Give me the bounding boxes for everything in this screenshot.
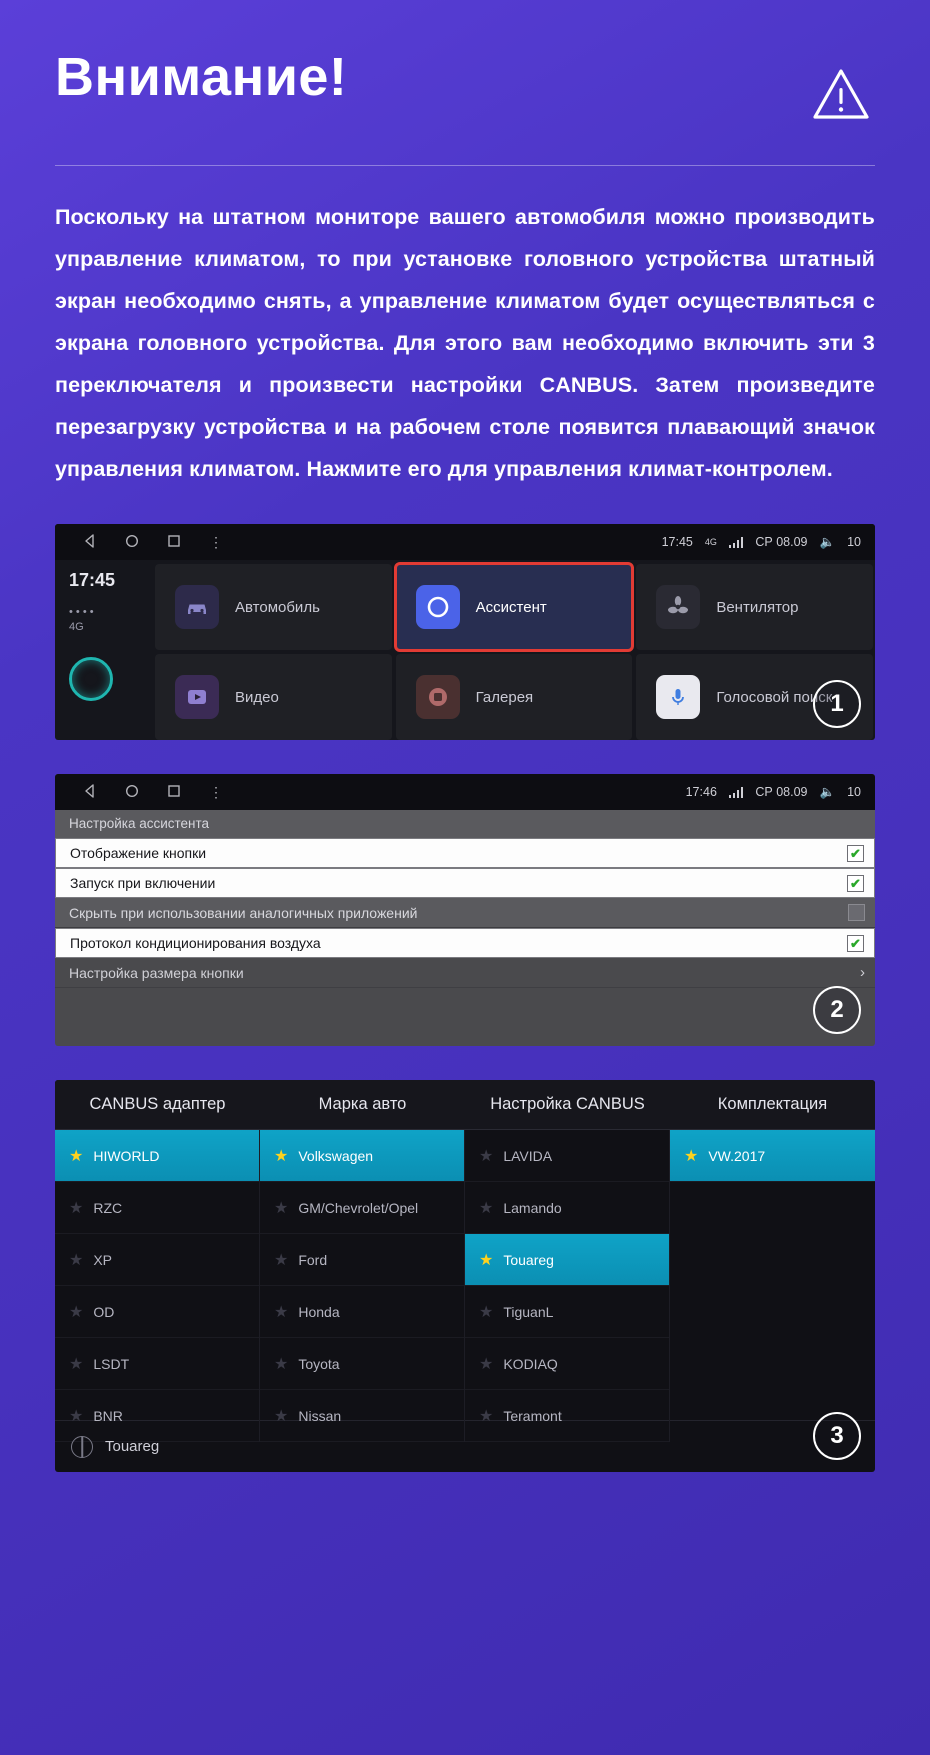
signal-bars-icon (729, 786, 744, 798)
star-icon: ★ (274, 1355, 289, 1373)
star-icon: ★ (69, 1407, 84, 1425)
volume-level: 10 (847, 535, 861, 549)
list-item[interactable] (55, 1338, 259, 1390)
canbus-column-model (465, 1130, 670, 1442)
list-item-label: Nissan (298, 1407, 342, 1424)
tile-label: Видео (235, 688, 279, 706)
list-item[interactable] (260, 1338, 464, 1390)
status-time: 17:46 (685, 785, 717, 799)
volume-icon[interactable]: 🔈 (819, 534, 836, 549)
page-title: Внимание! (55, 47, 348, 107)
star-icon: ★ (69, 1355, 84, 1373)
canbus-header-row (55, 1080, 875, 1130)
setting-label: Протокол кондиционирования воздуха (70, 935, 321, 951)
star-icon: ★ (274, 1251, 289, 1269)
list-item-label: TiguanL (503, 1303, 554, 1320)
settings-section-title: Настройка ассистента (55, 810, 875, 838)
column-header-canbus: Настройка CANBUS (490, 1095, 645, 1113)
tile-car[interactable] (155, 564, 392, 650)
canbus-column-trim (670, 1130, 875, 1442)
setting-row-launch-on-start[interactable] (55, 868, 875, 898)
back-triangle-icon[interactable] (83, 534, 97, 551)
step-badge-1: 1 (813, 680, 861, 728)
star-icon: ★ (274, 1147, 289, 1165)
checkbox-ac-protocol[interactable]: ✔ (847, 935, 864, 952)
status-date: СР 08.09 (755, 785, 808, 799)
list-item[interactable] (670, 1130, 875, 1182)
list-item[interactable] (55, 1234, 259, 1286)
settings-list (55, 838, 875, 1046)
star-icon: ★ (479, 1303, 494, 1321)
list-item[interactable] (260, 1390, 464, 1442)
list-item[interactable] (465, 1390, 669, 1442)
launcher-body (55, 560, 875, 740)
warning-triangle-icon (812, 66, 870, 129)
chevron-right-icon: › (860, 964, 865, 981)
setting-row-ac-protocol[interactable] (55, 928, 875, 958)
list-item[interactable] (260, 1286, 464, 1338)
video-play-icon (175, 675, 219, 719)
list-item[interactable] (55, 1182, 259, 1234)
star-icon: ★ (684, 1147, 699, 1165)
list-item[interactable] (260, 1182, 464, 1234)
list-item[interactable] (465, 1182, 669, 1234)
star-icon: ★ (69, 1303, 84, 1321)
recents-square-icon[interactable] (167, 534, 181, 551)
step-badge-3: 3 (813, 1412, 861, 1460)
status-time: 17:45 (661, 535, 693, 549)
list-item[interactable] (465, 1338, 669, 1390)
list-item-label: LAVIDA (503, 1147, 553, 1164)
tile-label: Ассистент (475, 598, 547, 616)
app-tile-grid (155, 560, 875, 740)
star-icon: ★ (479, 1199, 494, 1217)
launcher-clock: 17:45 (69, 570, 116, 590)
screenshot-canbus-settings (55, 1080, 875, 1472)
list-item-label: KODIAQ (503, 1355, 558, 1372)
list-item[interactable] (55, 1130, 259, 1182)
tile-video[interactable] (155, 654, 392, 740)
checkbox-show-button[interactable]: ✔ (847, 845, 864, 862)
star-icon: ★ (274, 1199, 289, 1217)
screenshot-launcher (55, 524, 875, 740)
status-bar-2 (55, 774, 875, 810)
kebab-menu-icon[interactable]: ⋮ (209, 533, 224, 550)
star-icon: ★ (479, 1407, 494, 1425)
list-item-label: Volkswagen (298, 1147, 374, 1164)
setting-label: Отображение кнопки (70, 845, 207, 861)
signal-bars-icon (729, 536, 744, 548)
star-icon: ★ (69, 1199, 84, 1217)
back-triangle-icon[interactable] (83, 784, 97, 801)
list-item-label: BNR (93, 1407, 123, 1424)
setting-label: Запуск при включении (70, 875, 216, 891)
instruction-text: Поскольку на штатном мониторе вашего автомобиля можно производить управление климатом, то при установке головного устройства штатный экран необходимо снять, а управление климатом будет осуществляться с экрана головного устройства. Для этого вам необходимо включить эти 3 переключателя и произвести настройки CANBUS. Затем произведите перезагрузку устройства и на рабочем столе появится плавающий значок управления климатом. Нажмите его для управления климат-контролем. (55, 205, 875, 481)
tile-gallery[interactable] (396, 654, 633, 740)
gallery-icon (416, 675, 460, 719)
star-icon: ★ (274, 1303, 289, 1321)
list-item[interactable] (260, 1130, 464, 1182)
list-item[interactable] (465, 1286, 669, 1338)
column-header-adapter: CANBUS адаптер (89, 1095, 226, 1113)
status-network: 4G (704, 537, 717, 547)
microphone-icon (656, 675, 700, 719)
column-header-brand: Марка авто (318, 1095, 407, 1113)
tile-label: Автомобиль (235, 598, 320, 616)
tile-fan[interactable] (636, 564, 873, 650)
step-badge-2: 2 (813, 986, 861, 1034)
star-icon: ★ (479, 1251, 494, 1269)
checkbox-launch-on-start[interactable]: ✔ (847, 875, 864, 892)
kebab-menu-icon[interactable]: ⋮ (209, 783, 224, 800)
list-item-label: OD (93, 1303, 115, 1320)
star-icon: ★ (274, 1407, 289, 1425)
volume-level: 10 (847, 785, 861, 799)
launcher-signal-dots: • • • • (69, 606, 94, 618)
star-icon: ★ (69, 1147, 84, 1165)
header (55, 0, 875, 129)
list-item[interactable] (55, 1286, 259, 1338)
setting-row-hide-similar-apps[interactable] (55, 898, 875, 928)
canbus-columns (55, 1130, 875, 1425)
setting-label: Скрыть при использовании аналогичных приложений (69, 904, 418, 921)
canbus-column-brand (260, 1130, 465, 1442)
screenshot-assistant-settings (55, 774, 875, 1046)
launcher-network: 4G (69, 621, 84, 633)
fan-icon (656, 585, 700, 629)
tile-label: Галерея (475, 688, 534, 706)
list-item-label: Touareg (503, 1251, 554, 1268)
canbus-column-adapter (55, 1130, 260, 1442)
star-icon: ★ (69, 1251, 84, 1269)
recents-square-icon[interactable] (167, 784, 181, 801)
list-item-label: XP (93, 1251, 113, 1268)
home-circle-icon[interactable] (125, 534, 139, 551)
list-item[interactable] (465, 1130, 669, 1182)
list-item-label: RZC (93, 1199, 123, 1216)
volume-icon[interactable]: 🔈 (819, 784, 836, 799)
setting-label: Настройка размера кнопки (69, 964, 244, 981)
tile-label: Вентилятор (716, 598, 799, 616)
list-item[interactable] (465, 1234, 669, 1286)
canbus-selected-model: Touareg (105, 1438, 160, 1455)
setting-row-show-button[interactable] (55, 838, 875, 868)
car-icon (175, 585, 219, 629)
assistant-halo-icon[interactable] (69, 657, 113, 701)
star-icon: ★ (479, 1147, 494, 1165)
list-item[interactable] (260, 1234, 464, 1286)
status-date: СР 08.09 (755, 535, 808, 549)
tile-assistant[interactable] (396, 564, 633, 650)
list-item-label: Lamando (503, 1199, 562, 1216)
status-bar-1 (55, 524, 875, 560)
home-circle-icon[interactable] (125, 784, 139, 801)
list-item-label: HIWORLD (93, 1147, 160, 1164)
globe-icon (71, 1436, 93, 1458)
list-item-label: Teramont (503, 1407, 562, 1424)
list-item[interactable] (55, 1390, 259, 1442)
launcher-left-panel (55, 560, 155, 740)
setting-row-button-size[interactable] (55, 958, 875, 988)
list-item-label: Ford (298, 1251, 328, 1268)
star-icon: ★ (479, 1355, 494, 1373)
list-item-label: Honda (298, 1303, 340, 1320)
tile-label: Голосовой поиск (716, 688, 833, 706)
list-item-label: GM/Chevrolet/Opel (298, 1199, 419, 1216)
assistant-icon (416, 585, 460, 629)
column-header-trim: Комплектация (717, 1095, 828, 1113)
list-item-label: VW.2017 (708, 1147, 766, 1164)
list-item-label: Toyota (298, 1355, 340, 1372)
checkbox-hide-similar-apps[interactable] (848, 904, 865, 921)
list-item-label: LSDT (93, 1355, 130, 1372)
header-divider (55, 165, 875, 166)
